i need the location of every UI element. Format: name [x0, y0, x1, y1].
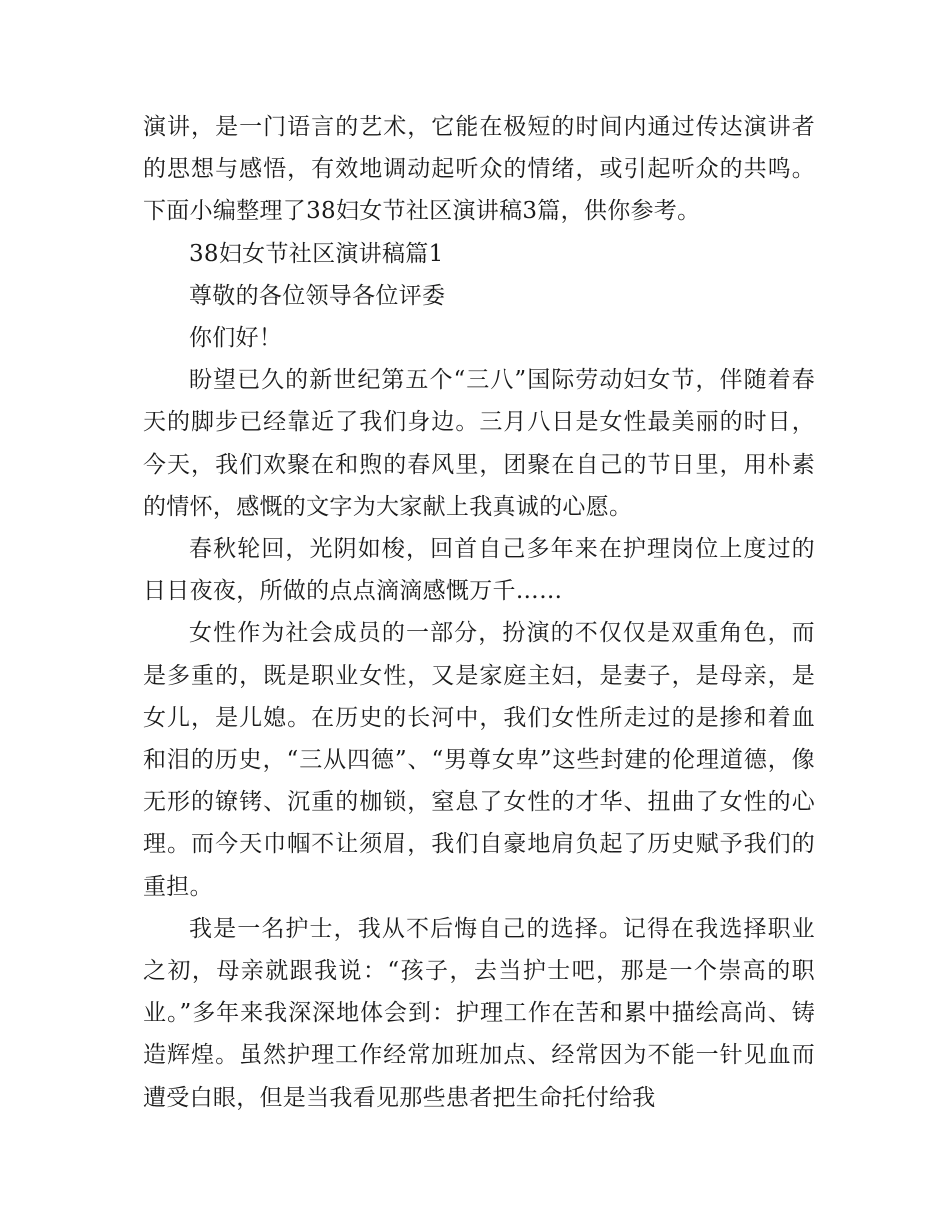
salutation: 尊敬的各位领导各位评委	[189, 282, 446, 309]
paragraph: 女性作为社会成员的一部分，扮演的不仅仅是双重角色，而是多重的，既是职业女性，又是家庭主妇，是妻子，是母亲，是女儿，是儿媳。在历史的长河中，我们女性所走过的是掺和着血和泪的历史，“三从四德”、“男尊女卑”这些封建的伦理道德，像无形的镣铐、沉重的枷锁，窒息了女性的才华、扭曲了女性的心理。而今天巾帼不让须眉，我们自豪地肩负起了历史赋予我们的重担。	[143, 620, 815, 900]
paragraph: 我是一名护士，我从不后悔自己的选择。记得在我选择职业之初，母亲就跟我说：“孩子，去当护士吧，那是一个崇高的职业。”多年来我深深地体会到：护理工作在苦和累中描绘高尚、铸造辉煌。虽然护理工作经常加班加点、经常因为不能一针见血而遭受白眼，但是当我看见那些患者把生命托付给我	[143, 915, 815, 1111]
paragraph-intro: 演讲，是一门语言的艺术，它能在极短的时间内通过传达演讲者的思想与感悟，有效地调动起听众的情绪，或引起听众的共鸣。下面小编整理了38妇女节社区演讲稿3篇，供你参考。	[143, 114, 815, 225]
speech-heading: 38妇女节社区演讲稿篇1	[189, 240, 444, 267]
paragraph: 盼望已久的新世纪第五个“三八”国际劳动妇女节，伴随着春天的脚步已经靠近了我们身边。三月八日是女性最美丽的时日，今天，我们欢聚在和煦的春风里，团聚在自己的节日里，用朴素的情怀，感慨的文字为大家献上我真诚的心愿。	[143, 367, 815, 520]
paragraph: 春秋轮回，光阴如梭，回首自己多年来在护理岗位上度过的日日夜夜，所做的点点滴滴感慨万千……	[143, 536, 815, 605]
greeting: 你们好！	[189, 325, 283, 352]
document-body	[143, 106, 815, 1119]
